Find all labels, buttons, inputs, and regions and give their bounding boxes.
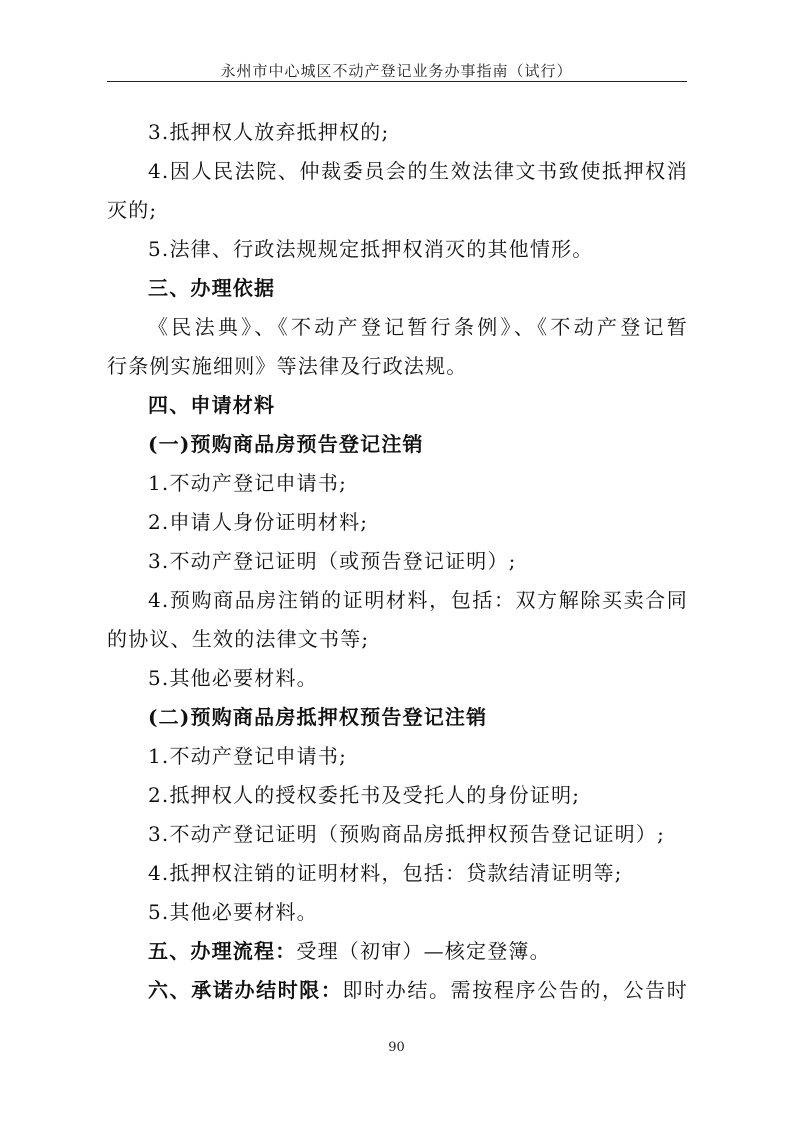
section-heading-basis: 三、办理依据: [148, 276, 276, 300]
time-limit-line: [148, 978, 688, 1002]
text-line: 《民法典》、《不动产登记暂行条例》、《不动产登记暂: [148, 315, 688, 339]
text-line: 3.抵押权人放弃抵押权的;: [148, 120, 390, 144]
text-line: 4.因人民法院、仲裁委员会的生效法律文书致使抵押权消: [148, 159, 688, 183]
text-line: 1.不动产登记申请书;: [148, 744, 348, 768]
process-text: 受理（初审）—核定登簿。: [296, 939, 551, 963]
process-label: 五、办理流程：: [148, 939, 297, 963]
text-line: 5.其他必要材料。: [148, 900, 318, 924]
text-line: 灭的;: [107, 198, 158, 222]
header-divider: [107, 81, 687, 82]
process-line: [148, 939, 688, 963]
text-line: 的协议、生效的法律文书等;: [107, 627, 370, 651]
text-line: 1.不动产登记申请书;: [148, 471, 348, 495]
text-line: 5.其他必要材料。: [148, 666, 318, 690]
subsection-heading-1: (一)预购商品房预告登记注销: [148, 432, 424, 456]
text-line: 行条例实施细则》等法律及行政法规。: [107, 354, 468, 378]
text-line: 2.抵押权人的授权委托书及受托人的身份证明;: [148, 783, 581, 807]
subsection-heading-2: (二)预购商品房抵押权预告登记注销: [148, 705, 488, 729]
text-line: 4.预购商品房注销的证明材料，包括：双方解除买卖合同: [148, 588, 688, 612]
header-title: 永州市中心城区不动产登记业务办事指南（试行）: [220, 62, 573, 80]
text-line: 2.申请人身份证明材料;: [148, 510, 369, 534]
text-line: 5.法律、行政法规规定抵押权消灭的其他情形。: [148, 237, 594, 261]
time-limit-text: 即时办结。需按程序公告的，公告时: [342, 978, 688, 1002]
text-line: 4.抵押权注销的证明材料，包括：贷款结清证明等;: [148, 861, 623, 885]
text-line: 3.不动产登记证明（或预告登记证明）;: [148, 549, 517, 573]
text-line: 3.不动产登记证明（预购商品房抵押权预告登记证明）;: [148, 822, 666, 846]
page-number: 90: [388, 1040, 405, 1055]
section-heading-materials: 四、申请材料: [148, 393, 276, 417]
time-limit-label: 六、承诺办结时限：: [148, 978, 343, 1002]
